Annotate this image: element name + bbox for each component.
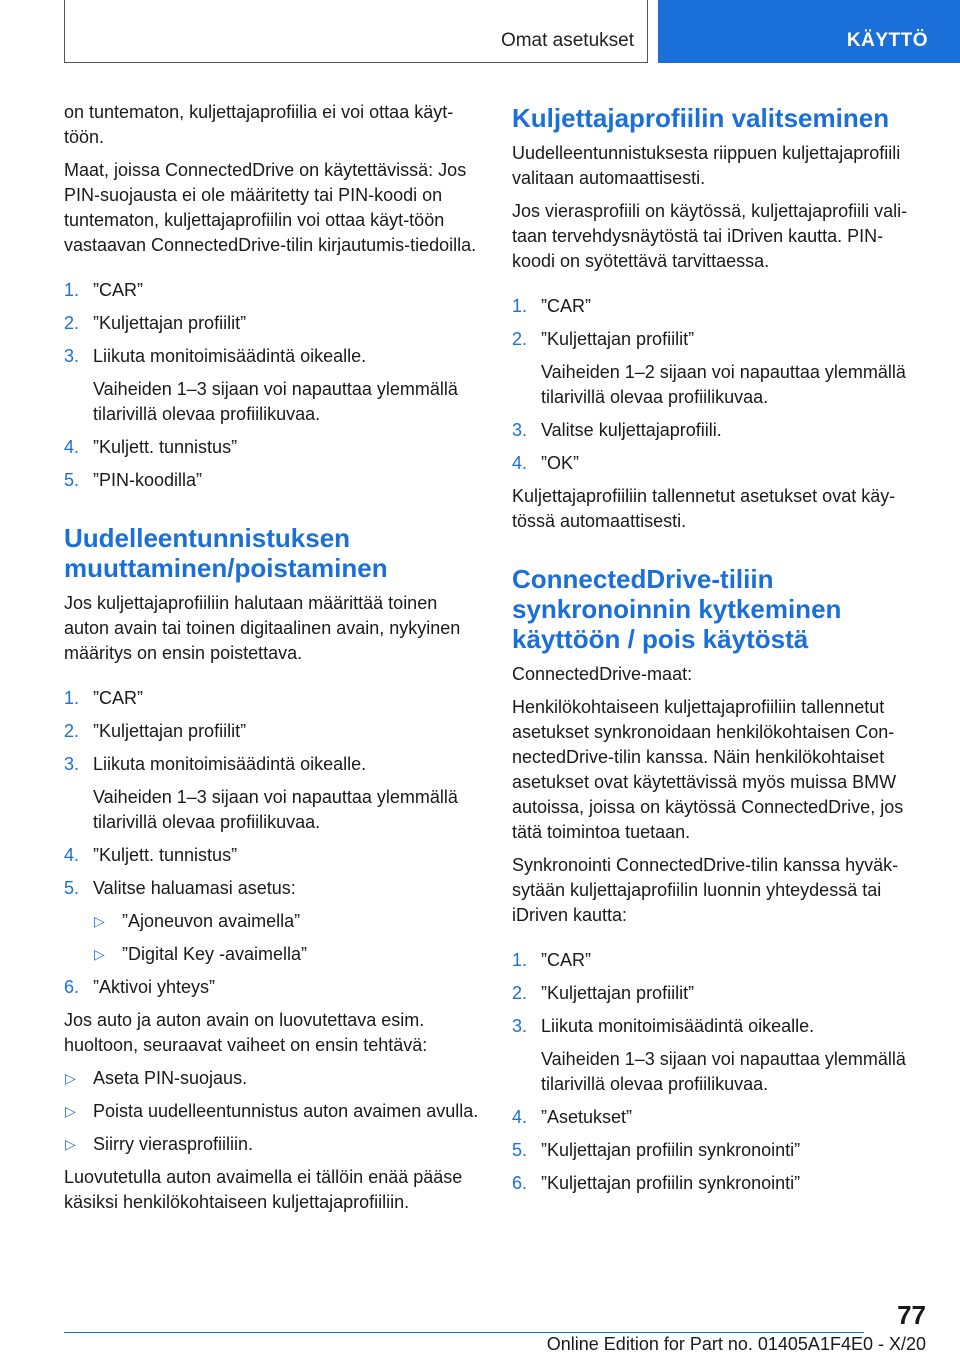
step-number: 2. — [64, 313, 80, 333]
step-number: 3. — [512, 420, 528, 440]
step-number: 6. — [512, 1173, 528, 1193]
list-item — [64, 843, 480, 868]
list-item — [512, 294, 926, 319]
step-number: 3. — [512, 1016, 528, 1036]
section-heading: ConnectedDrive-tiliin synkronoinnin kytkeminen käyttöön / pois käytöstä — [512, 564, 842, 654]
paragraph: Jos vierasprofiili on käytössä, kuljettajaprofiili vali-taan tervehdysnäytöstä tai iDriven kautta. PIN-koodi on syötettävä tarvittaessa. — [512, 201, 908, 271]
step-number: 5. — [64, 878, 80, 898]
step-text: Liikuta monitoimisäädintä oikealle. — [93, 754, 367, 774]
list-item — [64, 975, 480, 1000]
step-number: 4. — [512, 453, 528, 473]
step-text: ”Kuljettajan profiilit” — [93, 313, 247, 333]
step-number: 3. — [64, 754, 80, 774]
bullet-item — [64, 1066, 480, 1091]
step-text: ”Kuljettajan profiilin synkronointi” — [541, 1140, 801, 1160]
step-text: Liikuta monitoimisäädintä oikealle. — [93, 346, 367, 366]
paragraph: on tuntematon, kuljettajaprofiilia ei voi ottaa käyt- töön. — [64, 102, 454, 147]
step-note: Vaiheiden 1–3 sijaan voi napauttaa ylemmällä tilarivillä olevaa profiilikuvaa. — [93, 787, 458, 832]
list-item — [512, 1138, 926, 1163]
step-number: 4. — [512, 1107, 528, 1127]
triangle-bullet-icon: ▷ — [65, 1070, 76, 1086]
triangle-bullet-icon: ▷ — [94, 913, 105, 929]
step-text: ”Kuljett. tunnistus” — [93, 845, 238, 865]
step-note: Vaiheiden 1–2 sijaan voi napauttaa ylemmällä tilarivillä olevaa profiilikuvaa. — [541, 362, 906, 407]
step-number: 3. — [64, 346, 80, 366]
step-text: ”PIN-koodilla” — [93, 470, 203, 490]
bullet-text: Poista uudelleentunnistus auton avaimen avulla. — [93, 1101, 479, 1121]
bullet-text: Siirry vierasprofiiliin. — [93, 1134, 254, 1154]
step-text: ”Kuljettajan profiilit” — [541, 329, 695, 349]
list-item — [64, 752, 480, 777]
step-number: 1. — [512, 950, 528, 970]
step-text: ”CAR” — [541, 950, 591, 970]
step-text: ”Kuljett. tunnistus” — [93, 437, 238, 457]
list-item — [512, 1105, 926, 1130]
footer-edition-text: Online Edition for Part no. 01405A1F4E0 - X/20 — [546, 1334, 926, 1354]
list-item — [64, 311, 480, 336]
triangle-bullet-icon: ▷ — [65, 1103, 76, 1119]
step-text: Valitse haluamasi asetus: — [93, 878, 296, 898]
step-text: Liikuta monitoimisäädintä oikealle. — [541, 1016, 815, 1036]
step-number: 5. — [64, 470, 80, 490]
bullet-text: ”Ajoneuvon avaimella” — [122, 911, 301, 931]
list-item — [64, 686, 480, 711]
paragraph: Henkilökohtaiseen kuljettajaprofiiliin tallennetut asetukset synkronoidaan henkilökohtaisen Con-nectedDrive-tilin kanssa. Näin henkilökohtaiset asetukset ovat käytettävissä myös muissa BMW autoissa, joissa on käytössä ConnectedDrive, jos tätä toimintoa tuetaan. — [512, 697, 904, 842]
section-heading: Uudelleentunnistuksen muuttaminen/poistaminen — [64, 523, 388, 583]
step-text: ”Asetukset” — [541, 1107, 633, 1127]
paragraph: Uudelleentunnistuksesta riippuen kuljettajaprofiili valitaan automaattisesti. — [512, 143, 901, 188]
page-number: 77 — [897, 1300, 926, 1330]
list-item — [64, 719, 480, 744]
step-text: ”CAR” — [93, 688, 143, 708]
step-note: Vaiheiden 1–3 sijaan voi napauttaa ylemmällä tilarivillä olevaa profiilikuvaa. — [541, 1049, 906, 1094]
step-number: 4. — [64, 437, 80, 457]
step-text: ”Kuljettajan profiilit” — [541, 983, 695, 1003]
bullet-item — [64, 1099, 480, 1124]
step-text: ”Aktivoi yhteys” — [93, 977, 216, 997]
list-item — [512, 948, 926, 973]
step-number: 2. — [64, 721, 80, 741]
step-number: 2. — [512, 329, 528, 349]
paragraph: Jos kuljettajaprofiiliin halutaan määrittää toinen auton avain tai toinen digitaalinen avain, nykyinen määritys on ensin poistettava. — [64, 593, 461, 663]
step-number: 1. — [64, 280, 80, 300]
step-note: Vaiheiden 1–3 sijaan voi napauttaa ylemmällä tilarivillä olevaa profiilikuvaa. — [93, 379, 458, 424]
step-number: 5. — [512, 1140, 528, 1160]
step-number: 1. — [64, 688, 80, 708]
list-item — [512, 418, 926, 443]
triangle-bullet-icon: ▷ — [65, 1136, 76, 1152]
sub-bullet-item — [64, 909, 480, 934]
list-item — [64, 435, 480, 460]
paragraph: Kuljettajaprofiiliin tallennetut asetukset ovat käy-tössä automaattisesti. — [512, 486, 896, 531]
paragraph: Luovutetulla auton avaimella ei tällöin enää pääse käsiksi henkilökohtaiseen kuljettajaprofiiliin. — [64, 1167, 463, 1212]
list-item — [64, 468, 480, 493]
section-heading: Kuljettajaprofiilin valitseminen — [512, 103, 890, 133]
list-item — [64, 876, 480, 901]
triangle-bullet-icon: ▷ — [94, 946, 105, 962]
list-item — [64, 278, 480, 303]
right-column — [512, 100, 926, 1204]
list-item — [512, 1171, 926, 1196]
step-number: 2. — [512, 983, 528, 1003]
step-text: ”CAR” — [541, 296, 591, 316]
step-text: Valitse kuljettajaprofiili. — [541, 420, 722, 440]
list-item — [512, 1014, 926, 1039]
step-text: ”Kuljettajan profiilin synkronointi” — [541, 1173, 801, 1193]
step-text: ”OK” — [541, 453, 579, 473]
paragraph: Maat, joissa ConnectedDrive on käytettävissä: Jos PIN-suojausta ei ole määritetty tai PIN-koodi on tuntematon, kuljettajaprofiilin voi ottaa käyt-töön vastaavan ConnectedDrive-tilin kirjautumis-tiedoilla. — [64, 160, 477, 255]
paragraph: Synkronointi ConnectedDrive-tilin kanssa hyväk-sytään kuljettajaprofiilin luonnin yhteydessä tai iDriven kautta: — [512, 855, 899, 925]
paragraph: ConnectedDrive-maat: — [512, 664, 693, 684]
step-text: ”Kuljettajan profiilit” — [93, 721, 247, 741]
list-item — [512, 451, 926, 476]
bullet-text: ”Digital Key -avaimella” — [122, 944, 308, 964]
list-item — [64, 344, 480, 369]
step-number: 6. — [64, 977, 80, 997]
header-chapter-tab: KÄYTTÖ — [658, 0, 960, 63]
sub-bullet-item — [64, 942, 480, 967]
paragraph: Jos auto ja auton avain on luovutettava esim. huoltoon, seuraavat vaiheet on ensin tehtävä: — [64, 1010, 428, 1055]
left-column — [64, 100, 480, 1223]
footer-rule — [64, 1332, 864, 1333]
step-number: 4. — [64, 845, 80, 865]
list-item — [512, 327, 926, 352]
step-number: 1. — [512, 296, 528, 316]
list-item — [512, 981, 926, 1006]
header-section-title: Omat asetukset — [500, 30, 634, 51]
bullet-text: Aseta PIN-suojaus. — [93, 1068, 248, 1088]
step-text: ”CAR” — [93, 280, 143, 300]
bullet-item — [64, 1132, 480, 1157]
